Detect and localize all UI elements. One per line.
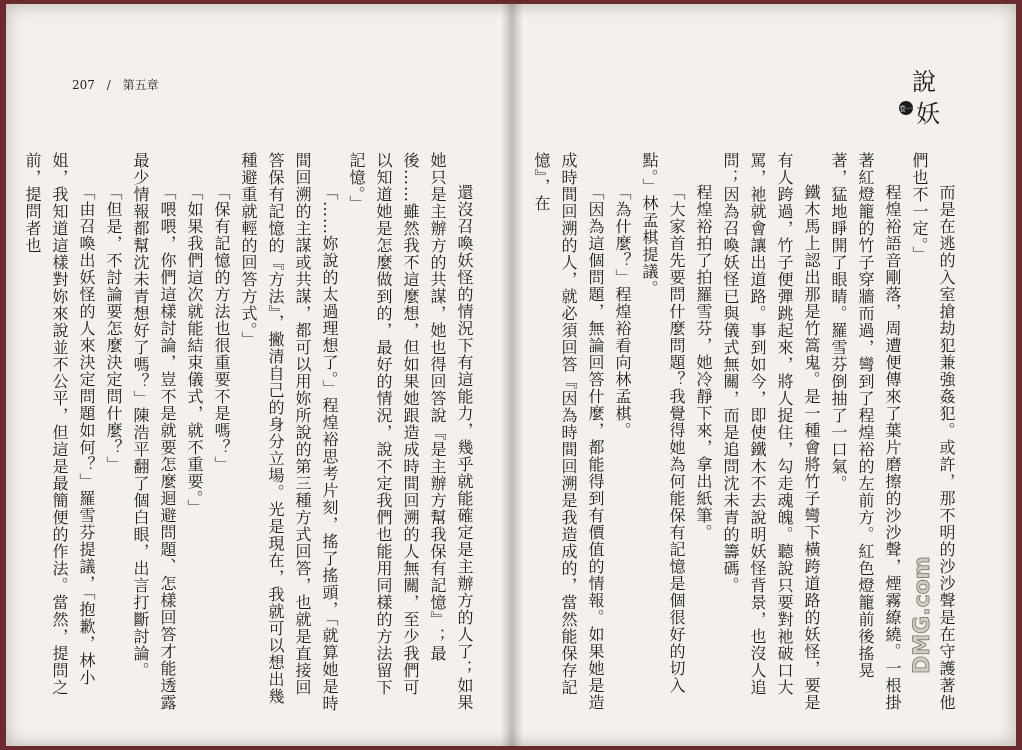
paragraph: 還沒召喚妖怪的情況下有這能力，幾乎就能確定是主辦方的人了；如果她只是主辦方的共謀，她也得回答說『是主辦方幫我保有記憶』；最後……雖然我不這麼想，但如果她跟造成時間回溯的人無關，至少我們可以知道她是怎麼做到的，最好的情況，說不定我們也能用同樣的方法留下記憶。」	[347, 152, 474, 711]
paragraph: 「喂喂，你們這樣討論，豈不是就要怎麼迴避問題、怎樣回答才能透露最少情報都幫沈未青想好了嗎？」陳浩平翻了個白眼，出言打斷討論。	[131, 152, 177, 711]
paragraph: 而是在逃的入室搶劫犯兼強姦犯。或許，那不明的沙沙聲是在守護著他們也不一定。」	[910, 152, 956, 711]
paragraph: 「……妳說的太過理想了。」程煌裕思考片刻，搖了搖頭，「就算她是時間回溯的主謀或共謀，都可以用妳所說的第三種方式回答，也就是直接回答保有記憶的『方法』，撇清自己的身分立場。光是現在，我就可以想出幾種避重就輕的回答方式。」	[239, 152, 339, 712]
paragraph: 「但是，不討論要怎麼決定問什麼？」	[104, 184, 123, 473]
book-spread	[6, 4, 1016, 746]
paragraph: 「大家首先要問什麼問題？我覺得她為何能保有記憶是個很好的切入點。」林孟棋提議。	[640, 152, 686, 694]
paragraph: 程煌裕語音剛落，周遭便傳來了葉片磨擦的沙沙聲，煙霧繚繞。一根掛著紅燈籠的竹子穿牆而過，彎到了程煌裕的左前方。紅色燈籠前後搖晃著，猛地睜開了眼睛。羅雪芬倒抽了一口氣。	[829, 152, 902, 711]
paragraph: 鐵木馬上認出那是竹篙鬼。是一種會將竹子彎下橫跨道路的妖怪，要是有人跨過，竹子便彈跳起來，將人捉住，勾走魂魄。聽說只要對祂破口大罵，祂就會讓出道路。事到如今，即使鐵木不去說明妖怪背景，也沒人追問；因為召喚妖怪已與儀式無關，而是追問沈未青的籌碼。	[721, 152, 821, 711]
logo-char-2: 妖	[916, 100, 940, 128]
left-page-text	[23, 152, 478, 712]
header-separator: /	[106, 78, 111, 92]
paragraph: 程煌裕拍了拍羅雪芬，她冷靜下來，拿出紙筆。	[694, 184, 713, 541]
paragraph: 「由召喚出妖怪的人來決定問題如何？」羅雪芬提議，「抱歉，林小姐，我知道這樣對妳來說並不公平，但這是最簡便的作法。當然，提問之前，提問者也	[23, 152, 96, 696]
logo-char-1: 說	[912, 68, 936, 96]
site-watermark	[910, 556, 1008, 744]
paragraph: 「如果我們這次就能結束儀式，就不重要。」	[185, 184, 204, 516]
right-page-text	[532, 152, 960, 712]
watermark-text: DMG.com	[910, 556, 935, 674]
left-page	[6, 4, 511, 746]
logo-seal-text: 卷一	[899, 105, 913, 113]
page-number: 207	[72, 78, 95, 92]
paragraph: 「保有記憶的方法也很重要不是嗎？」	[212, 184, 231, 473]
running-header	[72, 76, 167, 93]
book-logo	[894, 62, 954, 134]
paragraph: 「因為這個問題，無論回答什麼，都能得到有價值的情報。如果她是造成時間回溯的人，就必須回答『因為時間回溯是我造成的，當然能保存記憶』，在	[532, 152, 605, 711]
right-page	[511, 4, 1016, 746]
paragraph: 「為什麼？」程煌裕看向林孟棋。	[613, 184, 632, 439]
chapter-title: 第五章	[122, 78, 159, 92]
